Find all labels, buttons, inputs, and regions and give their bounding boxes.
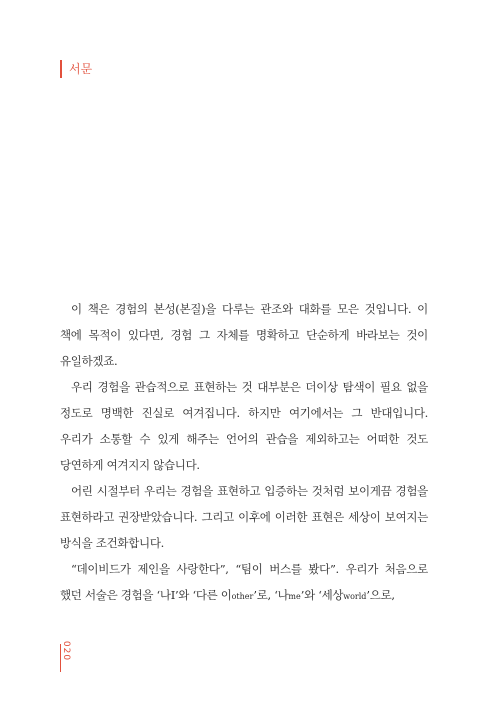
gloss-world: world xyxy=(343,592,367,601)
body-text xyxy=(60,296,428,610)
gloss-other: other xyxy=(231,592,254,601)
paragraph-4-part-b: ’로, ‘나 xyxy=(253,588,289,602)
paragraph-4-part-c: ’와 ‘세상 xyxy=(300,588,344,602)
section-label: 서문 xyxy=(69,62,93,76)
page-number: 020 xyxy=(61,640,71,662)
paragraph-3: 어린 시절부터 우리는 경험을 표현하고 입증하는 것처럼 보이게끔 경험을 표현하라고 권장받았습니다. 그리고 이후에 이러한 표현은 세상이 보여지는 방식을 조건화합니다. xyxy=(60,484,428,550)
paragraph-2: 우리 경험을 관습적으로 표현하는 것 대부분은 더이상 탐색이 필요 없을 정도로 명백한 진실로 여겨집니다. 하지만 여기에서는 그 반대입니다. 우리가 소통할 수 있게 해주는 언어의 관습을 제외하고는 어떠한 것도 당연하게 여겨지지 않습니다. xyxy=(60,380,428,472)
paragraph-4 xyxy=(60,556,428,610)
header-accent-rule xyxy=(60,60,62,78)
paragraph-4-part-a: “데이비드가 제인을 사랑한다”, “팀이 버스를 봤다”. 우리가 처음으로 했던 서술은 경험을 ‘나I’와 ‘다른 이 xyxy=(60,562,428,602)
paragraph-1: 이 책은 경험의 본성(본질)을 다루는 관조와 대화를 모은 것입니다. 이 책에 목적이 있다면, 경험 그 자체를 명확하고 단순하게 바라보는 것이 유일하겠죠. xyxy=(60,302,428,368)
gloss-me: me xyxy=(288,592,301,601)
paragraph-4-part-d: ’으로, xyxy=(366,588,395,602)
